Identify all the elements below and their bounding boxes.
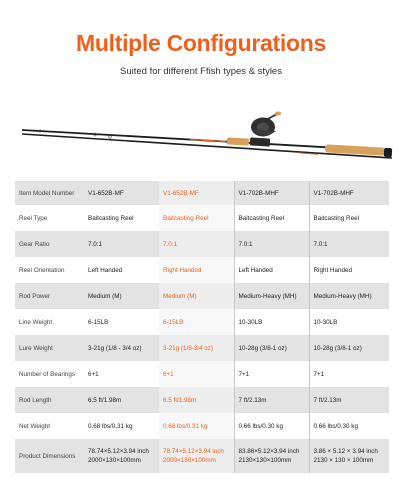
row-label: Lure Weight xyxy=(15,335,84,361)
table-row xyxy=(15,439,389,473)
row-label: Line Weight xyxy=(15,309,84,335)
table-row xyxy=(15,387,389,413)
cell: Medium (M) xyxy=(159,283,234,309)
cell: 10-30LB xyxy=(234,309,309,335)
cell: 0.66 lbs/0.30 kg xyxy=(309,413,389,439)
reel-handle xyxy=(266,114,277,120)
table-row xyxy=(15,283,389,309)
cell-line: 78.74×5.12×3.94 inch xyxy=(163,448,224,455)
row-label: Net Weight xyxy=(15,413,84,439)
table-header-row xyxy=(15,181,389,205)
cell-line: 83.86×5.12×3.94 inch xyxy=(238,448,300,455)
cell: 6-15LB xyxy=(84,309,159,335)
page-subtitle: Suited for different Ffish types & styles xyxy=(120,66,282,77)
cell: Left Handed xyxy=(84,257,159,283)
cell: 0.68 lbs/0.31 kg xyxy=(159,413,234,439)
table-row xyxy=(15,335,389,361)
cell: Medium-Heavy (MH) xyxy=(234,283,309,309)
cell: 7.0:1 xyxy=(159,231,234,257)
cork-grip-front xyxy=(227,137,249,145)
header-model-4: V1-702B-MHF xyxy=(309,181,389,205)
cell: 0.66 lbs/0.30 kg xyxy=(234,413,309,439)
cell: 7+1 xyxy=(309,361,389,387)
row-label: Product Dimensions xyxy=(15,439,84,473)
table-row xyxy=(15,413,389,439)
cell: 7.0:1 xyxy=(234,231,309,257)
cell: 3-21g (1/8 - 3/4 oz) xyxy=(84,335,159,361)
reel-knob xyxy=(275,112,281,116)
rod-guide xyxy=(109,136,112,139)
cell: Baitcasting Reel xyxy=(84,205,159,231)
table-row xyxy=(15,257,389,283)
cell: Baitcasting Reel xyxy=(159,205,234,231)
table-row xyxy=(15,205,389,231)
cell-line: 2000×130×100mm xyxy=(163,457,216,464)
cell: 7+1 xyxy=(234,361,309,387)
cell: 7 ft/2.13m xyxy=(309,387,389,413)
cell: 10-28g (3/8-1 oz) xyxy=(234,335,309,361)
cell xyxy=(159,439,234,473)
cell-line: 78.74×5.12×3.94 inch xyxy=(88,448,149,455)
cell xyxy=(309,439,389,473)
table-row xyxy=(15,231,389,257)
row-label: Reel Orientation xyxy=(15,257,84,283)
cell: 10-28g (3/8-1 oz) xyxy=(309,335,389,361)
specs-table xyxy=(15,181,389,473)
cell: 6.5 ft/1.98m xyxy=(159,387,234,413)
row-label: Rod Length xyxy=(15,387,84,413)
cell-line: 2130 × 130 × 100mm xyxy=(313,457,374,464)
cell: 6+1 xyxy=(84,361,159,387)
cell: Medium-Heavy (MH) xyxy=(309,283,389,309)
cell: Left Handed xyxy=(234,257,309,283)
row-label: Reel Type xyxy=(15,205,84,231)
cell: 6-15LB xyxy=(159,309,234,335)
page-title: Multiple Configurations xyxy=(76,30,326,56)
fishing-rod-image xyxy=(0,100,402,170)
cell: 6+1 xyxy=(159,361,234,387)
table-row xyxy=(15,361,389,387)
cell: 7.0:1 xyxy=(84,231,159,257)
header-model-3: V1-702B-MHF xyxy=(234,181,309,205)
cell xyxy=(234,439,309,473)
cell: Right Handed xyxy=(309,257,389,283)
header-label: Item Model Number xyxy=(15,181,84,205)
header-model-1: V1-652B-MF xyxy=(84,181,159,205)
cell: Baitcasting Reel xyxy=(234,205,309,231)
cell-line: 2000×130×100mm xyxy=(88,457,141,464)
cell: 0.68 lbs/0.31 kg xyxy=(84,413,159,439)
table-row xyxy=(15,309,389,335)
row-label: Number of Bearings xyxy=(15,361,84,387)
row-label: Rod Power xyxy=(15,283,84,309)
cell: 6.5 ft/1.98m xyxy=(84,387,159,413)
cell: 7.0:1 xyxy=(309,231,389,257)
reel-seat xyxy=(250,137,270,146)
cell: 10-30LB xyxy=(309,309,389,335)
cell: Right Handed xyxy=(159,257,234,283)
cell-line: 3.86 × 5.12 × 3.94 inch xyxy=(313,448,378,455)
cell xyxy=(84,439,159,473)
cell: Baitcasting Reel xyxy=(309,205,389,231)
cell-line: 2130×130×100mm xyxy=(238,457,292,464)
cell: Medium (M) xyxy=(84,283,159,309)
cell: 3-21g (1/8-3/4 oz) xyxy=(159,335,234,361)
row-label: Gear Ratio xyxy=(15,231,84,257)
butt-cap xyxy=(384,148,393,157)
header-model-2: V1-652B-MF xyxy=(159,181,234,205)
cell: 7 ft/2.13m xyxy=(234,387,309,413)
